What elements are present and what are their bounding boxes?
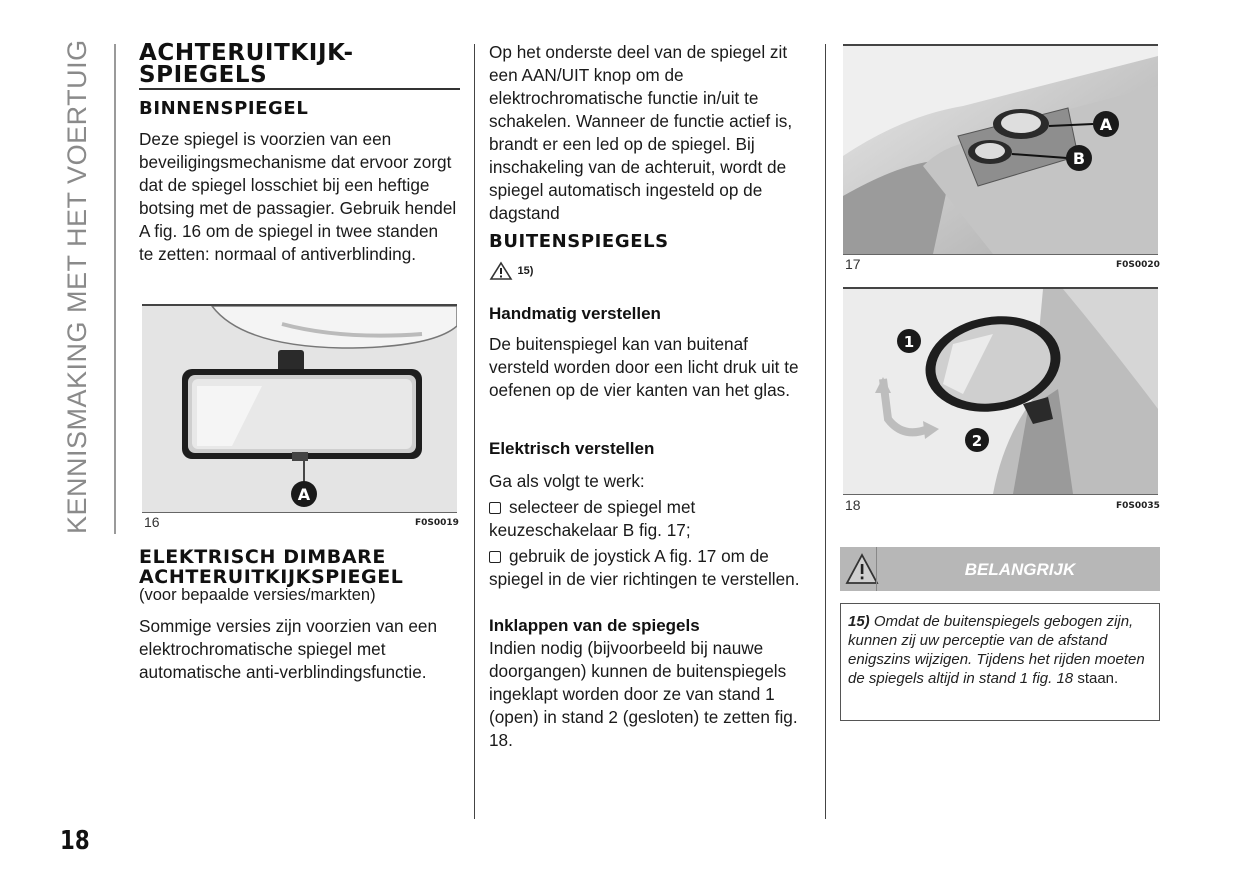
warning-icon: [844, 552, 880, 586]
section-heading: [139, 42, 459, 86]
note-text-plain: staan.: [1077, 670, 1119, 687]
subheading-elektrisch: Elektrisch verstellen: [489, 439, 655, 458]
figure-16-number: 16: [144, 514, 160, 530]
figure-18-label-2: 2: [971, 432, 983, 450]
heading-elektrisch-dimbare-line-1: ELEKTRISCH DIMBARE: [139, 546, 386, 568]
figure-16-illustration: [142, 306, 457, 512]
banner-divider: [876, 547, 877, 591]
paragraph-werkwijze: Ga als volgt te werk:: [489, 471, 645, 491]
heading-elektrisch-dimbare: [139, 547, 404, 587]
figure-17: [843, 44, 1158, 255]
figure-16-code: F0S0019: [415, 518, 459, 528]
figure-16: [142, 304, 457, 513]
figure-18: [843, 287, 1158, 495]
important-banner: [840, 547, 1160, 591]
list-item: [489, 545, 811, 591]
paragraph-inklappen: Indien nodig (bijvoorbeeld bij nauwe doorgangen) kunnen de buitenspiegels ingeklapt worden door ze van stand 1 (open) in stand 2 (gesloten) te zetten fig. 18.: [489, 638, 798, 750]
paragraph-elektrochromatisch: Sommige versies zijn voorzien van een elektrochromatische spiegel met automatische anti-verblindingsfunctie.: [139, 616, 438, 682]
checkbox-bullet-icon: [489, 551, 501, 563]
figure-17-label-b: B: [1072, 149, 1086, 168]
warning-icon: [489, 261, 513, 281]
figure-18-number: 18: [845, 497, 861, 513]
figure-16-label-a: A: [297, 485, 311, 504]
section-heading-line-2: SPIEGELS: [139, 62, 268, 88]
heading-buitenspiegels: BUITENSPIEGELS: [489, 231, 669, 252]
note-text-italic: Omdat de buitenspiegels gebogen zijn, kunnen zij uw perceptie van de afstand enigszins wijzigen. Tijdens het rijden moeten de spiegels altijd in stand 1 fig. 18: [848, 613, 1145, 687]
figure-17-illustration: [843, 46, 1158, 254]
column-divider-2: [825, 44, 826, 819]
subheading-binnenspiegel: BINNENSPIEGEL: [139, 98, 309, 119]
paragraph-binnenspiegel: Deze spiegel is voorzien van een beveiligingsmechanisme dat ervoor zorgt dat de spiegel losschiet bij een heftige botsing met de passagier. Gebruik hendel A fig. 16 om de spiegel in twee standen te zetten: normaal of antiverblinding.: [139, 129, 457, 264]
heading-note: (voor bepaalde versies/markten): [139, 586, 376, 604]
warning-reference: [489, 261, 533, 283]
section-heading-line-1: ACHTERUITKIJK-: [139, 40, 354, 66]
checkbox-bullet-icon: [489, 502, 501, 514]
column-divider-1: [474, 44, 475, 819]
column-1: [139, 42, 459, 86]
subheading-inklappen: Inklappen van de spiegels: [489, 616, 700, 635]
figure-18-illustration: [843, 289, 1158, 494]
note-reference: 15): [848, 613, 870, 630]
figure-17-number: 17: [845, 256, 861, 272]
page-number: 18: [60, 826, 90, 856]
figure-17-label-a: A: [1099, 115, 1113, 134]
important-title: BELANGRIJK: [964, 560, 1076, 579]
figure-17-code: F0S0020: [1116, 260, 1160, 270]
heading-underline: [139, 88, 460, 90]
list-item: [489, 496, 811, 542]
sidebar-rule: [114, 44, 116, 534]
figure-18-code: F0S0035: [1116, 501, 1160, 511]
subheading-handmatig: Handmatig verstellen: [489, 304, 661, 323]
sidebar-chapter-title: KENNISMAKING MET HET VOERTUIG: [62, 39, 92, 534]
warning-reference-number: 15): [517, 265, 534, 277]
figure-18-label-1: 1: [903, 333, 915, 351]
bullet-list: [489, 496, 811, 591]
list-item-text: gebruik de joystick A fig. 17 om de spiegel in de vier richtingen te verstellen.: [489, 546, 800, 589]
paragraph-handmatig: De buitenspiegel kan van buitenaf versteld worden door een licht druk uit te oefenen op de vier kanten van het glas.: [489, 334, 799, 400]
list-item-text: selecteer de spiegel met keuzeschakelaar B fig. 17;: [489, 497, 696, 540]
important-note-box: [840, 603, 1160, 721]
heading-elektrisch-dimbare-line-2: ACHTERUITKIJKSPIEGEL: [139, 566, 404, 588]
paragraph-aan-uit-knop: Op het onderste deel van de spiegel zit een AAN/UIT knop om de elektrochromatische functie in/uit te schakelen. Wanneer de functie actief is, brandt er een led op de spiegel. Bij inschakeling van de achteruit, wordt de spiegel automatisch ingesteld op de dagstand: [489, 42, 793, 223]
